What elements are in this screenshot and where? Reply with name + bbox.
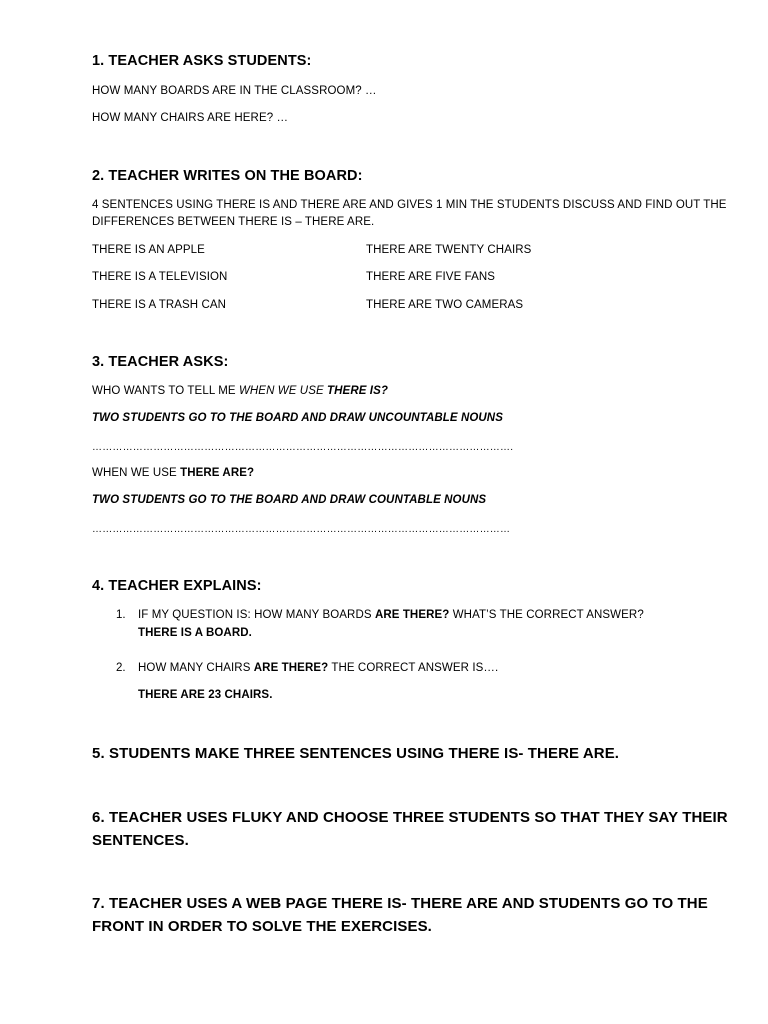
question-2-prefix: WHEN WE USE — [92, 467, 181, 479]
question-1-prefix: WHO WANTS TO TELL ME — [92, 385, 239, 397]
sentence-left-1: THERE IS AN APPLE — [92, 244, 205, 256]
item-1-part-a: IF MY QUESTION IS: HOW MANY BOARDS — [138, 609, 375, 621]
section-3-task-1: TWO STUDENTS GO TO THE BOARD AND DRAW UNCOUNTABLE NOUNS — [92, 412, 503, 424]
item-2-part-c: THE CORRECT ANSWER IS…. — [328, 662, 499, 674]
list-item-1-text — [138, 609, 644, 621]
section-5-heading: 5. STUDENTS MAKE THREE SENTENCES USING THERE IS- THERE ARE. — [92, 745, 620, 762]
sentence-left-2: THERE IS A TELEVISION — [92, 271, 228, 283]
list-item-2-answer: THERE ARE 23 CHAIRS. — [138, 689, 273, 701]
item-2-part-a: HOW MANY CHAIRS — [138, 662, 254, 674]
section-7-heading: 7. TEACHER USES A WEB PAGE THERE IS- THERE ARE AND STUDENTS GO TO THE FRONT IN ORDER TO SOLVE THE EXERCISES. — [92, 895, 708, 935]
question-1-italic: WHEN WE USE — [238, 385, 328, 397]
section-3-dotted-line-2: …………………………………………………………………………………………………………… — [92, 524, 511, 535]
list-item-1-answer: THERE IS A BOARD. — [138, 627, 252, 639]
section-4-heading: 4. TEACHER EXPLAINS: — [92, 578, 262, 594]
section-3-task-2: TWO STUDENTS GO TO THE BOARD AND DRAW COUNTABLE NOUNS — [92, 494, 487, 506]
section-1-question-2: HOW MANY CHAIRS ARE HERE? … — [92, 112, 289, 124]
item-2-part-b: ARE THERE? — [253, 662, 329, 674]
list-item-2-number: 2. — [116, 662, 126, 674]
section-3-heading: 3. TEACHER ASKS: — [92, 354, 229, 370]
section-2-intro: 4 SENTENCES USING THERE IS AND THERE ARE AND GIVES 1 MIN THE STUDENTS DISCUSS AND FIND OUT THE DIFFERENCES BETWEEN THERE IS – THERE ARE. — [92, 199, 727, 228]
question-2-bold: THERE ARE? — [180, 467, 255, 479]
list-item-2-text — [138, 662, 498, 674]
item-1-part-b: ARE THERE? — [374, 609, 450, 621]
list-item-1-number: 1. — [116, 609, 126, 621]
section-6-heading: 6. TEACHER USES FLUKY AND CHOOSE THREE STUDENTS SO THAT THEY SAY THEIR SENTENCES. — [92, 809, 728, 849]
sentence-right-3: THERE ARE TWO CAMERAS — [366, 299, 524, 311]
sentence-left-3: THERE IS A TRASH CAN — [92, 299, 227, 311]
section-3-question-1 — [92, 385, 388, 397]
section-1-question-1: HOW MANY BOARDS ARE IN THE CLASSROOM? … — [92, 85, 377, 97]
section-3-question-2 — [92, 467, 254, 479]
section-1-heading: 1. TEACHER ASKS STUDENTS: — [92, 53, 312, 69]
sentence-right-1: THERE ARE TWENTY CHAIRS — [366, 244, 532, 256]
sentence-right-2: THERE ARE FIVE FANS — [366, 271, 496, 283]
question-1-bold: THERE IS? — [327, 385, 388, 397]
item-1-part-c: WHAT’S THE CORRECT ANSWER? — [449, 609, 644, 621]
section-3-dotted-line-1: ……………………………………………………………………………………………………………. — [92, 442, 514, 453]
section-2-heading: 2. TEACHER WRITES ON THE BOARD: — [92, 168, 363, 184]
